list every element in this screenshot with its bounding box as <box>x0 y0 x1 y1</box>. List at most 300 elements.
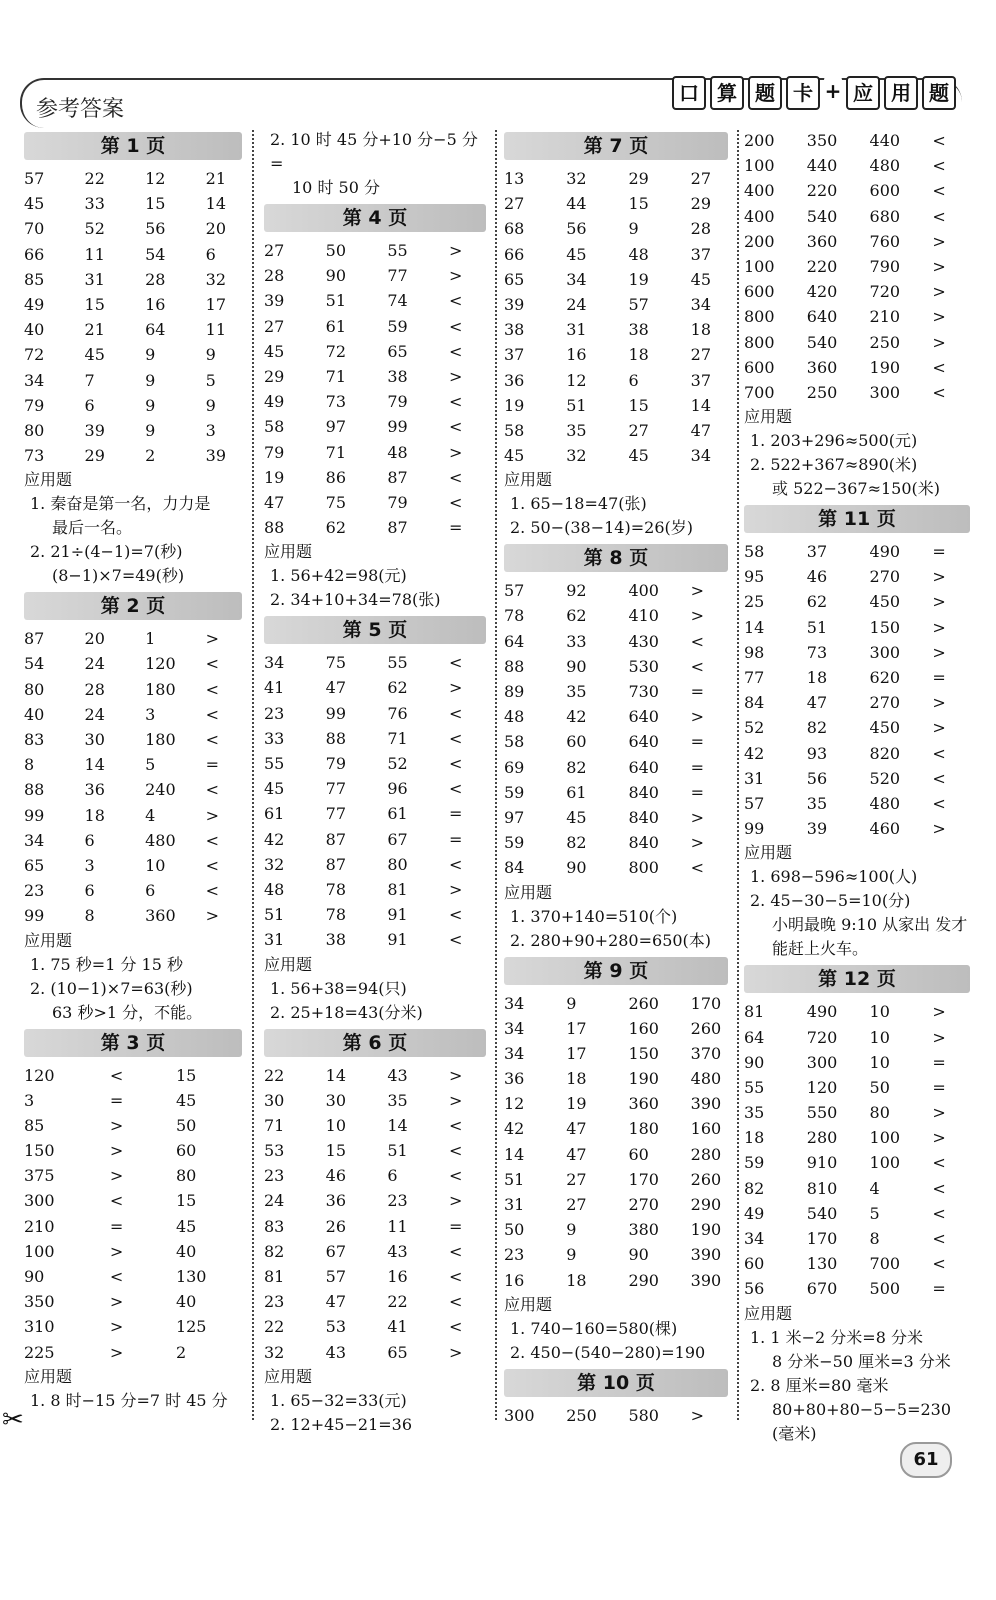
answer-column-4 <box>744 128 970 1446</box>
answer-cell: < <box>205 855 220 875</box>
answer-cell: 260 <box>690 1018 722 1038</box>
answer-cell: 620 <box>869 668 901 687</box>
answer-cell: 670 <box>806 1279 838 1299</box>
answer-cell: > <box>690 807 705 827</box>
answer-cell: 18 <box>690 320 712 340</box>
answer-cell: 37 <box>690 370 712 390</box>
section-title: 第 5 页 <box>264 616 486 644</box>
section-title: 第 4 页 <box>264 204 486 232</box>
answer-cell: > <box>690 581 705 601</box>
scissors-icon: ✂ <box>2 1405 24 1435</box>
answer-cell: < <box>449 492 463 512</box>
answer-cell: 33 <box>84 194 105 214</box>
answer-cell: 80 <box>24 420 45 440</box>
answer-cell: 3 <box>205 420 216 440</box>
answer-cell: = <box>932 1279 946 1299</box>
answer-cell: 42 <box>504 1119 525 1139</box>
answer-line: 10 时 50 分 <box>292 178 380 197</box>
answer-cell: < <box>449 392 463 412</box>
application-answer <box>264 564 486 588</box>
application-label: 应用题 <box>24 1366 73 1386</box>
answer-cell: 51 <box>325 291 347 311</box>
answer-cell: 160 <box>628 1018 659 1038</box>
answer-cell: 17 <box>205 294 227 314</box>
answer-cell: 6 <box>84 881 95 901</box>
answer-cell: 54 <box>24 654 45 674</box>
answer-cell: 92 <box>566 581 587 601</box>
answer-cell: 6 <box>387 1166 398 1186</box>
application-answer <box>744 453 970 501</box>
application-answer <box>504 905 728 929</box>
answer-cell: 3 <box>24 1090 35 1110</box>
series-char: 题 <box>748 76 782 110</box>
answer-cell: 180 <box>628 1119 659 1139</box>
answer-cell: 13 <box>504 169 525 188</box>
answer-cell: 500 <box>869 1279 901 1299</box>
answer-cell: 720 <box>869 282 901 302</box>
answer-cell: 43 <box>387 1241 408 1261</box>
answer-cell: 440 <box>869 131 901 150</box>
answer-cell: 49 <box>24 294 45 314</box>
answer-cell: 800 <box>628 858 659 878</box>
answer-cell: 480 <box>869 793 901 813</box>
answer-cell: 350 <box>24 1292 55 1312</box>
answer-cell: 90 <box>566 656 587 676</box>
answer-cell: 7 <box>84 370 95 390</box>
answer-cell: 49 <box>744 1203 765 1223</box>
answer-cell: 71 <box>264 1115 285 1135</box>
answer-cell: 37 <box>806 542 828 562</box>
answer-line: 2. 12+45−21=36 <box>270 1414 413 1434</box>
answer-cell: 29 <box>84 446 105 466</box>
answer-grid <box>744 539 970 841</box>
answer-line: 1. 740−160=580(棵) <box>510 1318 678 1338</box>
answer-cell: 41 <box>387 1317 408 1337</box>
answer-cell: 33 <box>264 728 285 748</box>
answer-cell: < <box>690 858 705 878</box>
answer-line: 1. 65−32=33(元) <box>270 1390 407 1410</box>
answer-cell: 23 <box>504 1245 525 1265</box>
answer-cell: 14 <box>387 1115 408 1135</box>
answer-grid <box>24 166 242 468</box>
answer-cell: 540 <box>806 1203 838 1223</box>
answer-cell: > <box>205 805 220 825</box>
application-answer <box>744 1326 970 1374</box>
answer-cell: 490 <box>806 1002 838 1022</box>
series-plus: + <box>824 76 842 106</box>
answer-cell: 35 <box>566 420 587 440</box>
answer-cell: 50 <box>325 241 347 260</box>
answer-cell: 32 <box>205 269 227 289</box>
answer-cell: = <box>449 518 463 538</box>
answer-cell: 65 <box>387 1342 408 1362</box>
answer-cell: = <box>932 542 946 562</box>
answer-grid <box>504 1403 728 1428</box>
answer-cell: 35 <box>387 1090 408 1110</box>
answer-cell: 6 <box>628 370 639 390</box>
answer-cell: 400 <box>744 181 775 201</box>
answer-cell: 190 <box>869 357 901 377</box>
answer-cell: 80 <box>175 1166 197 1186</box>
answer-cell: 87 <box>325 854 347 874</box>
answer-cell: 26 <box>325 1216 347 1236</box>
answer-cell: 14 <box>504 1144 525 1164</box>
answer-cell: < <box>205 704 220 724</box>
answer-cell: < <box>449 1115 463 1135</box>
answer-line: 1. 698−596≈100(人) <box>750 867 918 887</box>
answer-cell: 52 <box>84 219 105 239</box>
answer-cell: 700 <box>869 1254 901 1274</box>
answer-cell: 640 <box>806 307 838 327</box>
answer-cell: 36 <box>84 780 105 800</box>
answer-cell: 430 <box>628 631 659 651</box>
answer-cell: 65 <box>504 269 525 289</box>
answer-cell: 24 <box>566 294 587 314</box>
answer-cell: < <box>449 1267 463 1286</box>
answer-cell: 6 <box>84 395 95 415</box>
answer-cell: > <box>109 1115 124 1135</box>
answer-cell: 370 <box>690 1043 722 1063</box>
answer-cell: 31 <box>744 768 765 788</box>
answer-cell: 40 <box>175 1292 197 1312</box>
answer-cell: 59 <box>504 782 525 802</box>
answer-cell: 45 <box>84 345 105 365</box>
answer-cell: 19 <box>504 395 525 415</box>
column-divider <box>495 130 497 1420</box>
application-answer <box>744 429 970 453</box>
section-title: 第 8 页 <box>504 544 728 572</box>
application-answer <box>264 1389 486 1413</box>
answer-cell: 47 <box>325 678 347 698</box>
answer-cell: 700 <box>744 382 775 402</box>
answer-cell: < <box>932 181 946 201</box>
answer-cell: 83 <box>264 1216 285 1236</box>
answer-line: 1. 75 秒=1 分 15 秒 <box>30 954 184 974</box>
application-answer <box>504 1341 728 1365</box>
answer-cell: 420 <box>806 282 838 302</box>
answer-cell: 38 <box>387 366 408 386</box>
answer-cell: > <box>109 1317 124 1337</box>
answer-cell: 160 <box>690 1119 722 1139</box>
answer-cell: < <box>932 156 946 176</box>
answer-cell: < <box>205 654 220 674</box>
answer-cell: 34 <box>504 1018 525 1038</box>
answer-cell: 79 <box>325 754 347 773</box>
answer-cell: 9 <box>145 420 156 440</box>
section-title: 第 12 页 <box>744 965 970 993</box>
answer-cell: 61 <box>566 782 587 802</box>
answer-cell: 66 <box>504 244 525 264</box>
answer-cell: 14 <box>690 395 712 415</box>
answer-cell: 47 <box>566 1144 587 1164</box>
answer-cell: 73 <box>325 392 347 412</box>
answer-cell: 9 <box>145 370 156 390</box>
answer-cell: 80 <box>24 679 45 699</box>
application-answer <box>264 588 486 612</box>
answer-cell: 35 <box>806 793 828 813</box>
answer-cell: 8 <box>24 755 35 775</box>
answer-cell: 490 <box>869 542 901 562</box>
answer-cell: 640 <box>628 757 659 777</box>
answer-cell: 38 <box>628 320 649 340</box>
answer-cell: 61 <box>387 804 408 824</box>
answer-cell: > <box>932 307 946 327</box>
answer-cell: 51 <box>504 1169 525 1189</box>
answer-cell: 64 <box>504 631 525 651</box>
answer-cell: 84 <box>744 693 765 713</box>
answer-cell: 360 <box>806 357 838 377</box>
answer-cell: 3 <box>84 855 95 875</box>
answer-cell: 10 <box>145 855 166 875</box>
answer-cell: 8 <box>869 1229 880 1248</box>
answer-cell: 23 <box>264 703 285 723</box>
answer-cell: = <box>932 668 946 687</box>
answer-cell: 11 <box>387 1216 408 1236</box>
answer-cell: 39 <box>504 294 525 314</box>
answer-cell: 290 <box>690 1195 722 1214</box>
answer-cell: < <box>932 743 946 763</box>
answer-cell: 52 <box>744 718 765 738</box>
answer-cell: > <box>690 833 705 853</box>
answer-cell: 77 <box>387 266 408 286</box>
answer-cell: = <box>932 1052 946 1072</box>
answer-line: 2. 21÷(4−1)=7(秒) <box>30 542 183 562</box>
application-answer <box>264 1413 486 1437</box>
answer-cell: 71 <box>325 366 347 386</box>
answer-cell: = <box>109 1216 124 1236</box>
answer-cell: 27 <box>628 420 649 440</box>
answer-cell: = <box>690 682 705 701</box>
answer-cell: 59 <box>744 1153 765 1173</box>
answer-cell: 45 <box>628 446 649 466</box>
answer-cell: 90 <box>24 1267 45 1286</box>
answer-cell: 280 <box>690 1144 722 1164</box>
answer-cell: 95 <box>744 567 765 587</box>
answer-cell: 34 <box>24 830 45 850</box>
answer-cell: 840 <box>628 782 659 802</box>
answer-cell: = <box>932 1077 946 1097</box>
answer-cell: 120 <box>806 1077 838 1097</box>
application-label: 应用题 <box>504 882 553 902</box>
answer-cell: 150 <box>628 1043 659 1063</box>
answer-cell: 300 <box>869 642 901 662</box>
answer-cell: > <box>932 592 946 612</box>
answer-cell: > <box>449 442 463 462</box>
answer-cell: 100 <box>869 1153 901 1173</box>
answer-cell: 240 <box>145 780 176 800</box>
answer-cell: 38 <box>325 930 347 950</box>
answer-cell: 85 <box>24 1115 45 1135</box>
answer-cell: > <box>932 332 946 352</box>
answer-cell: 27 <box>566 1169 587 1189</box>
answer-cell: 79 <box>387 492 408 512</box>
answer-cell: 74 <box>387 291 408 311</box>
answer-cell: 62 <box>806 592 828 612</box>
answer-line: 1. 1 米−2 分米=8 分米 <box>750 1327 923 1347</box>
answer-grid <box>504 991 728 1293</box>
answer-cell: 22 <box>84 169 105 188</box>
answer-cell: 15 <box>325 1141 347 1161</box>
answer-cell: 28 <box>145 269 166 289</box>
answer-cell: 90 <box>628 1245 649 1265</box>
answer-cell: 88 <box>24 780 45 800</box>
answer-cell: > <box>932 642 946 662</box>
answer-cell: < <box>932 768 946 788</box>
answer-cell: 54 <box>145 244 166 264</box>
answer-cell: < <box>449 291 463 311</box>
answer-cell: 39 <box>806 819 828 839</box>
answer-cell: < <box>449 1241 463 1261</box>
answer-cell: 79 <box>387 392 408 412</box>
answer-cell: 57 <box>24 169 45 188</box>
answer-line: 2. 10 时 45 分+10 分−5 分= <box>270 130 478 173</box>
application-answer <box>24 540 242 588</box>
answer-cell: 260 <box>690 1169 722 1189</box>
answer-cell: < <box>932 206 946 226</box>
answer-cell: 14 <box>744 617 765 637</box>
answer-column-3 <box>504 128 728 1428</box>
answer-cell: > <box>690 707 705 727</box>
answer-column-2 <box>264 128 486 1437</box>
answer-cell: 71 <box>325 442 347 462</box>
answer-cell: 61 <box>264 804 285 824</box>
answer-cell: 9 <box>205 395 216 415</box>
answer-cell: 9 <box>145 345 156 365</box>
answer-cell: 180 <box>145 730 176 749</box>
answer-cell: 79 <box>24 395 45 415</box>
answer-cell: > <box>932 231 946 251</box>
answer-cell: 360 <box>628 1094 659 1114</box>
column-divider <box>252 130 254 1420</box>
answer-cell: < <box>449 316 463 336</box>
answer-cell: 30 <box>325 1090 347 1110</box>
answer-cell: 790 <box>869 256 901 276</box>
application-label: 应用题 <box>744 1303 793 1323</box>
answer-cell: 18 <box>84 805 105 825</box>
answer-cell: 50 <box>869 1077 890 1097</box>
application-label: 应用题 <box>264 542 313 562</box>
answer-cell: 81 <box>744 1002 765 1022</box>
answer-cell: > <box>932 282 946 302</box>
answer-cell: 90 <box>744 1052 765 1072</box>
answer-grid <box>264 650 486 952</box>
answer-cell: 15 <box>145 194 166 214</box>
answer-cell: 27 <box>690 169 712 188</box>
application-answer <box>744 1374 970 1446</box>
application-answer <box>24 492 242 540</box>
answer-grid <box>744 999 970 1301</box>
answer-cell: > <box>449 678 463 698</box>
answer-cell: 250 <box>869 332 901 352</box>
answer-cell: < <box>449 728 463 748</box>
answer-cell: 78 <box>504 606 525 626</box>
answer-cell: > <box>932 617 946 637</box>
answer-cell: 61 <box>325 316 347 336</box>
answer-cell: 25 <box>744 592 765 612</box>
answer-cell: 80 <box>869 1103 890 1123</box>
series-char: 算 <box>710 76 744 110</box>
application-answer <box>264 977 486 1001</box>
answer-cell: 90 <box>325 266 347 286</box>
answer-line: 1. 65−18=47(张) <box>510 494 647 514</box>
answer-cell: 480 <box>145 830 176 850</box>
answer-cell: 19 <box>566 1094 587 1114</box>
answer-cell: 190 <box>690 1220 722 1240</box>
answer-cell: 73 <box>24 446 45 466</box>
answer-cell: 67 <box>325 1241 347 1261</box>
answer-cell: 14 <box>84 755 105 775</box>
answer-cell: = <box>690 782 705 802</box>
answer-cell: 48 <box>387 442 408 462</box>
answer-cell: 300 <box>869 382 901 402</box>
answer-cell: 11 <box>84 244 105 264</box>
answer-cell: > <box>449 1065 463 1085</box>
answer-cell: 17 <box>566 1043 587 1063</box>
answer-line: 1. 56+42=98(元) <box>270 566 407 586</box>
answer-cell: > <box>932 1027 946 1047</box>
answer-cell: 22 <box>264 1065 285 1085</box>
answer-line: 2. 34+10+34=78(张) <box>270 590 441 610</box>
answer-cell: 210 <box>869 307 901 327</box>
answer-cell: 800 <box>744 307 775 327</box>
section-title: 第 11 页 <box>744 505 970 533</box>
answer-cell: 40 <box>175 1241 197 1261</box>
page-number: 61 <box>900 1442 952 1478</box>
answer-cell: 600 <box>869 181 901 201</box>
answer-cell: > <box>932 819 946 839</box>
answer-cell: = <box>449 804 463 824</box>
answer-cell: 56 <box>566 219 587 239</box>
answer-cell: > <box>449 366 463 386</box>
answer-cell: 32 <box>566 169 587 188</box>
series-char: 题 <box>922 76 956 110</box>
application-label: 应用题 <box>744 407 793 427</box>
answer-cell: 33 <box>566 631 587 651</box>
answer-cell: 62 <box>566 606 587 626</box>
answer-cell: 36 <box>325 1191 347 1211</box>
answer-cell: 34 <box>504 993 525 1013</box>
answer-cell: 120 <box>24 1065 55 1085</box>
answer-cell: > <box>932 256 946 276</box>
answer-cell: > <box>109 1342 124 1362</box>
answer-cell: 58 <box>744 542 765 562</box>
answer-cell: > <box>449 1342 463 1362</box>
series-title <box>672 76 956 110</box>
answer-cell: 640 <box>628 732 659 752</box>
answer-cell: 86 <box>325 467 347 487</box>
answer-cell: 100 <box>869 1128 901 1148</box>
answer-cell: < <box>449 779 463 799</box>
answer-cell: 38 <box>504 320 525 340</box>
answer-cell: 520 <box>869 768 901 788</box>
answer-cell: 67 <box>387 829 408 849</box>
answer-cell: 82 <box>744 1178 765 1198</box>
answer-cell: 540 <box>806 206 838 226</box>
answer-cell: 600 <box>744 357 775 377</box>
answer-cell: > <box>109 1292 124 1312</box>
answer-cell: 820 <box>869 743 901 763</box>
answer-cell: 130 <box>175 1267 207 1286</box>
answer-cell: 91 <box>387 930 408 950</box>
answer-cell: 27 <box>566 1195 587 1214</box>
answer-cell: 270 <box>628 1195 659 1214</box>
answer-cell: < <box>449 1317 463 1337</box>
answer-cell: 190 <box>628 1069 659 1089</box>
answer-line: 最后一名。 <box>52 518 133 538</box>
answer-cell: 39 <box>84 420 105 440</box>
answer-cell: < <box>449 703 463 723</box>
answer-cell: 90 <box>566 858 587 878</box>
